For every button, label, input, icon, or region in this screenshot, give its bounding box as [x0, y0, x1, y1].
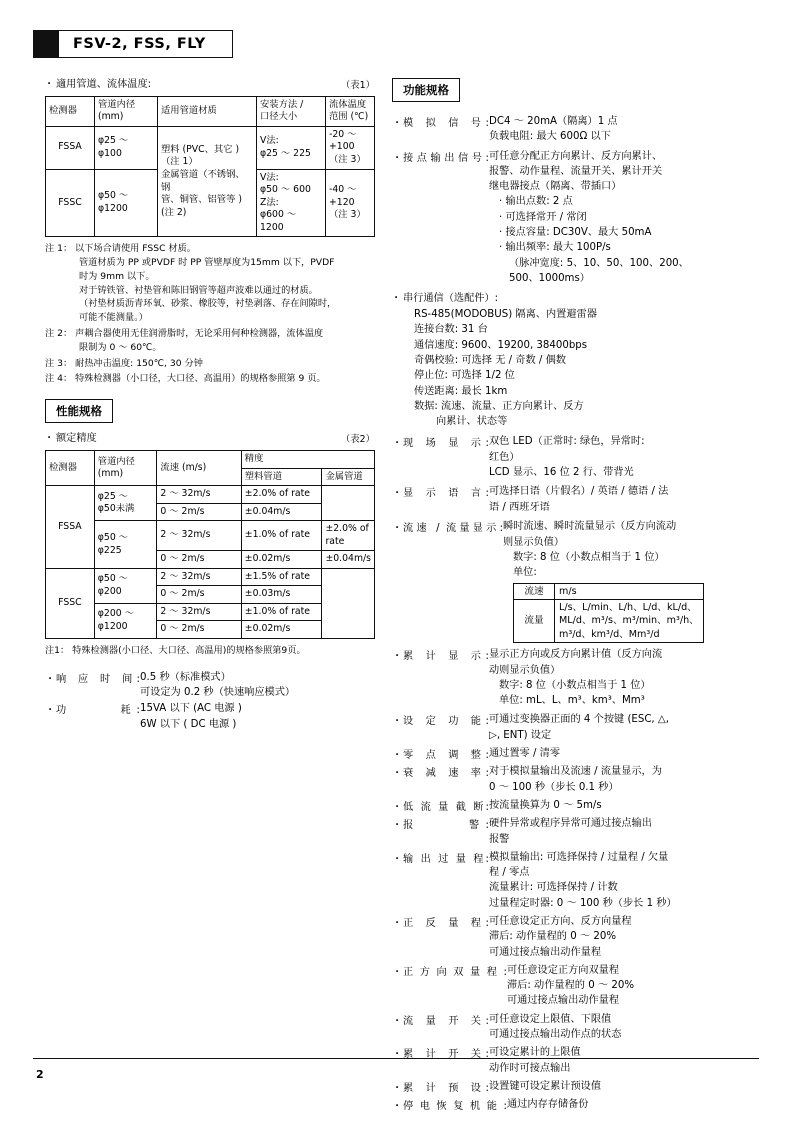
spec-output-overrange [392, 850, 752, 911]
spec-key-total-switch: ・ 累 计 开 关: [392, 1045, 489, 1076]
note-1-line4: 对于铸铁管、衬垫管和陈旧钢管等超声波难以通过的材质。 [79, 284, 318, 296]
spec-key-total-display: ・ 累 计 显 示: [392, 647, 489, 708]
cell-bore: φ50 ～ φ1200 [95, 169, 158, 237]
line: 可设定累计的上限值 [489, 1047, 581, 1059]
note-table2: 注1： 特殊检测器(小口径、大口径、高温用)的规格参照第9页。 [45, 645, 306, 657]
spec-val-alarm [489, 816, 752, 847]
cell-acc-plastic: ±0.02m/s [241, 621, 322, 639]
line: 负载电阻: 最大 600Ω 以下 [489, 131, 611, 143]
spec-analog-signal [392, 114, 752, 145]
spec-val-serial [392, 307, 752, 429]
note-1: 注 1： 以下场合请使用 FSSC 材质。 [45, 243, 196, 255]
cell-bore: φ200 ～ φ1200 [94, 603, 157, 638]
spec-val-contact [489, 149, 752, 287]
spec-val-setting [489, 712, 752, 743]
line: 通过内存存储备份 [507, 1099, 589, 1111]
line: 传送距离: 最长 1km [414, 385, 508, 397]
cell-flow: 2 ～ 32m/s [157, 568, 241, 586]
line: 可通过接点输出动作点的状态 [489, 1029, 622, 1041]
line: 滞后: 动作量程的 0 ～ 20% [489, 931, 617, 943]
note-2: 注 2： 声耦合器使用无佳润滑脂时，无论采用何种检测器，流体温度 [45, 328, 324, 340]
cell-acc-plastic: ±0.03m/s [241, 586, 322, 604]
spec-power-recovery [392, 1097, 752, 1112]
applicable-pipe-label: ・ 適用管道、流体温度: [45, 78, 151, 93]
spec-val-bidir [489, 914, 752, 960]
spec-bidirectional-range [392, 914, 752, 960]
table-row [46, 486, 375, 504]
table2-number: （表2） [340, 434, 375, 446]
spec-key-contact: ・ 接点输出信号: [392, 149, 489, 287]
spec-val-overrange [489, 850, 752, 911]
cell-flow: 0 ～ 2m/s [157, 503, 241, 521]
right-column [392, 78, 752, 1115]
line: （脉冲宽度: 5、10、50、100、200、 [509, 257, 689, 269]
line: 数字: 8 位（小数点相当于 1 位） [499, 679, 651, 691]
response-time-label: ・ 响 应 时 间: [45, 670, 140, 701]
power-label: ・ 功 耗: [45, 701, 140, 732]
line: 可选择日语（片假名）/ 英语 / 德语 / 法 [489, 486, 669, 498]
spec-val-total-switch [489, 1045, 752, 1076]
cell-acc-plastic: ±2.0% of rate [241, 486, 322, 504]
spec-val-damping [489, 764, 752, 795]
table-rated-accuracy [45, 450, 375, 639]
spec-val-power-recovery [507, 1097, 752, 1112]
cell-mount: V法: φ50 ～ 600 Z法: φ600 ～ 1200 [257, 169, 326, 237]
th-material: 适用管道材质 [158, 96, 257, 126]
line: 可任意设定上限值、下限值 [489, 1013, 612, 1025]
cell-sensor: FSSC [46, 568, 95, 638]
line: 可通过接点输出动作量程 [489, 946, 602, 958]
note-block-2 [45, 644, 375, 658]
note-1-line5: （衬垫材质沥青环氧、砂浆、橡胶等，衬垫剥落、存在间隙时， [79, 298, 337, 310]
line: 单位: mL、L、m³、km³、Mm³ [499, 695, 645, 707]
table-row [46, 521, 375, 551]
cell-flow: 0 ～ 2m/s [157, 586, 241, 604]
spec-key-flow-display: ・ 流速 / 流量显示: [392, 519, 503, 534]
spec-val-dual [507, 963, 752, 1009]
spec-key-power-recovery: ・ 停电恢复机能: [392, 1097, 507, 1112]
power-value [140, 701, 375, 732]
spec-val-flow-switch [489, 1012, 752, 1043]
spec-val-total-preset [489, 1079, 752, 1094]
section-title-performance: 性能规格 [45, 399, 113, 423]
spec-key-zero: ・ 零 点 调 整: [392, 746, 489, 761]
table-applicable-pipe [45, 96, 375, 237]
table-row [46, 126, 375, 169]
th-temp: 流体温度范围 (℃) [326, 96, 375, 126]
line: RS-485(MODOBUS) 隔离、内置避雷器 [414, 309, 597, 321]
cell-flow: 2 ～ 32m/s [157, 603, 241, 621]
line: 通过置零 / 清零 [489, 748, 561, 760]
spec-key-serial: ・ 串行通信（选配件）: [392, 292, 752, 307]
spec-zero-adjust [392, 746, 752, 761]
line: · 接点容量: DC30V、最大 50mA [499, 227, 652, 239]
cell-acc-plastic: ±1.5% of rate [241, 568, 322, 586]
spec-key-language: ・ 显 示 语 言: [392, 484, 489, 515]
line: 动作时可接点输出 [489, 1062, 571, 1074]
line: 可通过接点输出动作量程 [507, 995, 620, 1007]
page-header [33, 30, 233, 58]
section-title-function: 功能规格 [392, 78, 460, 102]
line: LCD 显示、16 位 2 行、带背光 [489, 467, 634, 479]
spec-key-total-preset: ・ 累 计 预 设: [392, 1079, 489, 1094]
table-header-row [46, 96, 375, 126]
line: 则显示负值） [503, 537, 565, 549]
left-column [45, 78, 375, 732]
power-line1: 15VA 以下 (AC 电源 ) [140, 703, 242, 715]
th-accuracy-metal: 金属管道 [322, 468, 375, 486]
line: 语 / 西班牙语 [489, 501, 550, 513]
spec-key-alarm: ・ 报 警: [392, 816, 489, 847]
line: 继电器接点（隔离、带插口） [489, 181, 622, 193]
cell-flow: 2 ～ 32m/s [157, 486, 241, 504]
line: 通信速度: 9600、19200, 38400bps [414, 339, 588, 351]
power-line2: 6W 以下 ( DC 电源 ) [140, 718, 237, 730]
unit-label-flow: 流量 [514, 599, 555, 642]
line: 500、1000ms） [509, 272, 590, 284]
note-1-line3: 时为 9mm 以下。 [79, 270, 155, 282]
page-title: FSV-2, FSS, FLY [59, 30, 233, 58]
header-black-bar [33, 30, 59, 58]
unit-value-velocity: m/s [555, 583, 704, 599]
spec-contact-output [392, 149, 752, 287]
note-1-line6: 可能不能测量。） [79, 312, 148, 324]
table-header-row [46, 451, 375, 469]
spec-low-cutoff [392, 798, 752, 813]
unit-label-velocity: 流速 [514, 583, 555, 599]
note-4: 注 4： 特殊检测器（小口径，大口径、高温用）的规格参照第 9 页。 [45, 373, 326, 385]
spec-key-analog: ・ 模 拟 信 号: [392, 114, 489, 145]
spec-val-total-display [489, 647, 752, 708]
cell-bore: φ50 ～ φ225 [94, 521, 157, 569]
spec-val-analog [489, 114, 752, 145]
spec-val-language [489, 484, 752, 515]
spec-total-switch [392, 1045, 752, 1076]
spec-key-flow-switch: ・ 流 量 开 关: [392, 1012, 489, 1043]
table-units [513, 583, 704, 644]
line: 可任意分配正方向累计、反方向累计、 [489, 150, 663, 162]
cell-material: 塑料 (PVC、其它 )（注 1） 金属管道（不锈钢、钢 管、铜管、铝管等 )(注 2) [158, 126, 257, 236]
cell-sensor: FSSA [46, 126, 95, 169]
response-time-line2: 可设定为 0.2 秒（快速响应模式） [140, 687, 296, 699]
function-spec-list [392, 114, 752, 1113]
spec-val-flow-display [503, 519, 752, 534]
line: · 输出频率: 最大 100P/s [499, 242, 611, 254]
unit-value-flow: L/s、L/min、L/h、L/d、kL/d、 ML/d、m³/s、m³/min、m³/h、 m³/d、km³/d、Mm³/d [555, 599, 704, 642]
cell-bore: φ25 ～ φ100 [95, 126, 158, 169]
spec-key-damping: ・ 衰 减 速 率: [392, 764, 489, 795]
cell-mount: V法: φ25 ～ 225 [257, 126, 326, 169]
cell-acc-metal: ±0.04m/s [322, 551, 375, 569]
page-number: 2 [36, 1068, 44, 1081]
rated-accuracy-lead [45, 432, 375, 447]
line: 显示正方向或反方向累计值（反方向流 [489, 649, 663, 661]
line: 停止位: 可选择 1/2 位 [414, 370, 515, 382]
th-sensor: 检测器 [46, 96, 95, 126]
spec-flow-switch [392, 1012, 752, 1043]
note-block-1 [45, 242, 375, 386]
line: 可通过变换器正面的 4 个按键 (ESC, △, [489, 714, 669, 726]
line: 连接台数: 31 台 [414, 324, 488, 336]
spec-key-local-display: ・ 现 场 显 示: [392, 434, 489, 480]
line: 数据: 流速、流量、正方向累计、反方 [414, 400, 584, 412]
line: DC4 ～ 20mA（隔离）1 点 [489, 116, 618, 127]
cell-sensor: FSSC [46, 169, 95, 237]
response-time-value [140, 670, 375, 701]
footer-divider [33, 1058, 759, 1059]
spec-total-display [392, 647, 752, 708]
th-accuracy: 精度 [241, 451, 374, 469]
cell-flow: 2 ～ 32m/s [157, 521, 241, 551]
spec-flow-display-cont [392, 536, 752, 643]
table-row [46, 568, 375, 586]
th-sensor: 检测器 [46, 451, 95, 486]
th-bore: 管道内径 (mm) [95, 96, 158, 126]
cell-acc-metal [322, 568, 375, 638]
spec-damping [392, 764, 752, 795]
cell-flow: 0 ～ 2m/s [157, 621, 241, 639]
line: · 输出点数: 2 点 [499, 196, 573, 208]
spec-val-zero [489, 746, 752, 761]
spec-alarm [392, 816, 752, 847]
cell-acc-plastic: ±0.02m/s [241, 551, 322, 569]
cell-acc-plastic: ±1.0% of rate [241, 521, 322, 551]
spec-flow-display [392, 519, 752, 534]
line: 流量累计: 可选择保持 / 计数 [489, 882, 618, 894]
response-time-line1: 0.5 秒（标准模式） [140, 671, 231, 683]
cell-sensor: FSSA [46, 486, 95, 569]
line: ▷, ENT) 设定 [489, 729, 552, 741]
spec-local-display [392, 434, 752, 480]
cell-temp: -20 ～ +100 （注 3） [326, 126, 375, 169]
spec-setting-function [392, 712, 752, 743]
spec-val-local-display [489, 434, 752, 480]
spec-key-low-cutoff: ・ 低 流 量 截 断: [392, 798, 489, 813]
cell-bore: φ50 ～ φ200 [94, 568, 157, 603]
line: 双色 LED（正常时: 绿色，异常时: [489, 436, 645, 448]
th-bore: 管道内径 (mm) [94, 451, 157, 486]
cell-acc-plastic: ±0.04m/s [241, 503, 322, 521]
line: 对于模拟量输出及流速 / 流量显示，为 [489, 766, 662, 778]
note-3: 注 3： 耐热冲击温度: 150℃, 30 分钟 [45, 357, 203, 369]
line: 可任意设定正方向双量程 [507, 964, 620, 976]
line: 模拟量输出: 可选择保持 / 过量程 / 欠量 [489, 851, 669, 863]
table-row [514, 583, 704, 599]
cell-acc-plastic: ±1.0% of rate [241, 603, 322, 621]
line: 程 / 零点 [489, 867, 530, 879]
spec-key-bidir: ・ 正 反 量 程: [392, 914, 489, 960]
response-power-block [45, 670, 375, 732]
note-2-line2: 限制为 0 ～ 60℃。 [79, 341, 162, 353]
line: 报警、动作量程、流量开关、累计开关 [489, 165, 663, 177]
line: 过量程定时器: 0 ～ 100 秒（步长 1 秒） [489, 897, 677, 909]
line: 奇偶校验: 可选择 无 / 奇数 / 偶数 [414, 354, 566, 366]
line: 红色） [489, 451, 520, 463]
line: 数字: 8 位（小数点相当于 1 位） [513, 551, 665, 563]
cell-acc-metal: ±2.0% of rate [322, 521, 375, 551]
line: 按流量换算为 0 ～ 5m/s [489, 799, 602, 811]
cell-flow: 0 ～ 2m/s [157, 551, 241, 569]
line: 向累计、状态等 [436, 416, 508, 428]
line: 硬件异常或程序异常可通过接点输出 [489, 818, 652, 830]
line: 动则显示负值） [489, 664, 561, 676]
line: 设置键可设定累计预设值 [489, 1080, 602, 1092]
line: 瞬时流速、瞬时流量显示（反方向流动 [503, 520, 677, 532]
spec-dual-range [392, 963, 752, 1009]
spec-key-overrange: ・ 输 出 过 量 程: [392, 850, 489, 911]
th-flow: 流速 (m/s) [157, 451, 241, 486]
rated-accuracy-label: ・ 额定精度 [45, 432, 97, 447]
spec-key-setting: ・ 设 定 功 能: [392, 712, 489, 743]
th-mount: 安装方法 / 口径大小 [257, 96, 326, 126]
line: 滞后: 动作量程的 0 ～ 20% [507, 980, 635, 992]
spec-key-dual: ・ 正方向双量程: [392, 963, 507, 1009]
spec-display-language [392, 484, 752, 515]
table1-number: （表1） [340, 80, 375, 92]
cell-bore: φ25 ～ φ50未满 [94, 486, 157, 521]
spec-val-low-cutoff [489, 798, 752, 813]
line: 单位: [513, 566, 537, 578]
line: 0 ～ 100 秒（步长 0.1 秒） [489, 781, 619, 793]
table-row [514, 599, 704, 642]
line: · 可选择常开 / 常闭 [499, 211, 587, 223]
line: 报警 [489, 833, 510, 845]
cell-acc-metal [322, 486, 375, 521]
th-accuracy-plastic: 塑料管道 [241, 468, 322, 486]
note-1-line2: 管道材质为 PP 或PVDF 时 PP 管壁厚度为15mm 以下，PVDF [79, 257, 335, 269]
spec-serial-comm [392, 292, 752, 429]
spec-total-preset [392, 1079, 752, 1094]
applicable-pipe-lead [45, 78, 375, 93]
line: 可任意设定正方向、反方向量程 [489, 915, 632, 927]
cell-temp: -40 ～ +120 （注 3） [326, 169, 375, 237]
